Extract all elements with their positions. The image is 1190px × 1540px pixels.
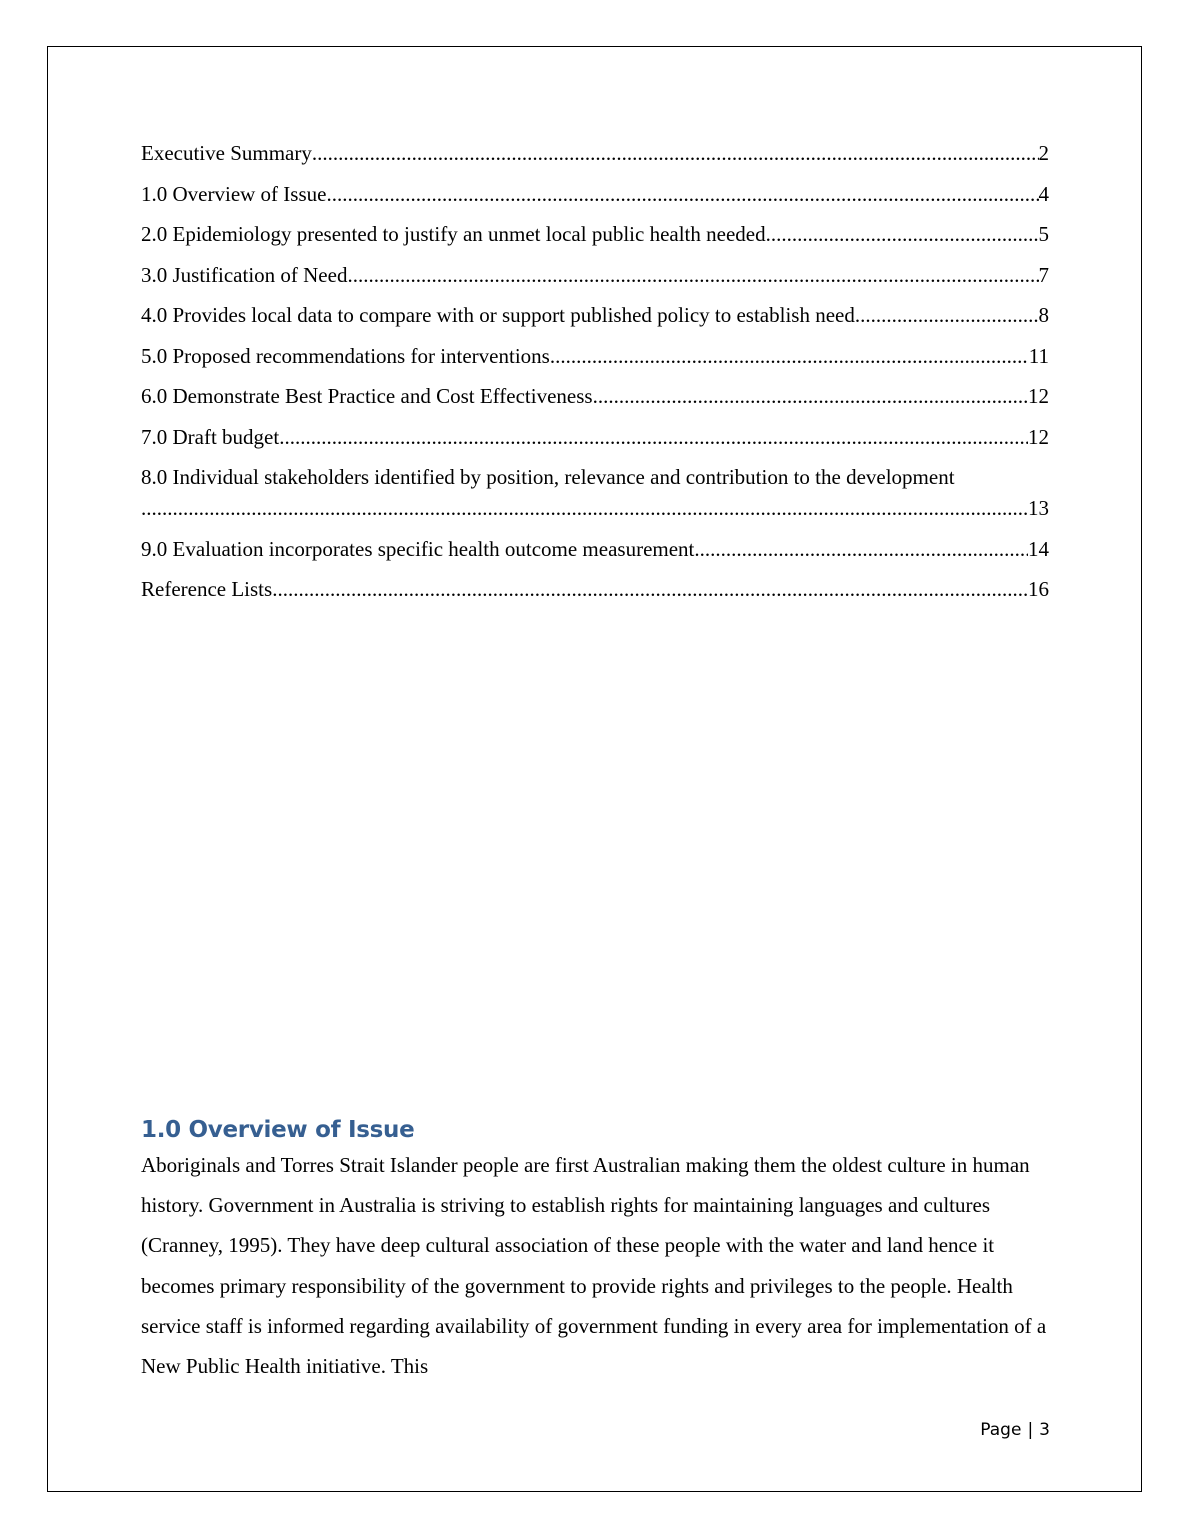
- toc-entry-page: 7: [1038, 262, 1049, 287]
- toc-entry-justification-of-need[interactable]: [141, 260, 1049, 291]
- toc-leader-dots: [766, 219, 1039, 250]
- toc-entry-evaluation[interactable]: [141, 534, 1049, 565]
- toc-entry-page: 5: [1038, 222, 1049, 246]
- toc-entry-overview-of-issue[interactable]: [141, 179, 1049, 210]
- toc-leader-dots: [855, 300, 1039, 331]
- section-paragraph: Aboriginals and Torres Strait Islander people are first Australian making them the oldest culture in human history. Government in Australia is striving to establish rights for maintaining languages and cultures (Cranney, 1995). They have deep cultural association of these people with the water and land hence it becomes primary responsibility of the government to provide rights and privileges to the people. Health service staff is informed regarding availability of government funding in every area for implementation of a New Public Health initiative. This: [141, 1153, 1047, 1379]
- toc-entry-local-data[interactable]: [141, 300, 1049, 331]
- toc-entry-page: 14: [1028, 536, 1049, 561]
- toc-leader-dots: [593, 381, 1028, 412]
- toc-entry-page: 4: [1038, 181, 1049, 206]
- toc-entry-stakeholders[interactable]: [141, 462, 1049, 524]
- toc-leader-dots: [141, 493, 1028, 524]
- toc-entry-epidemiology[interactable]: [141, 219, 1049, 250]
- toc-leader-dots: [347, 260, 1038, 291]
- toc-entry-title: 8.0 Individual stakeholders identified by position, relevance and contribution to the development: [141, 465, 955, 489]
- footer-page-number: 3: [1039, 1420, 1050, 1440]
- toc-leader-dots: [279, 422, 1028, 453]
- toc-leader-dots: [272, 574, 1028, 605]
- toc-entry-title: 5.0 Proposed recommendations for interventions: [141, 343, 550, 368]
- toc-entry-title: 3.0 Justification of Need: [141, 262, 348, 287]
- toc-entry-title: 6.0 Demonstrate Best Practice and Cost Effectiveness: [141, 384, 593, 408]
- toc-entry-title: 7.0 Draft budget: [141, 424, 280, 449]
- toc-entry-title: 1.0 Overview of Issue: [141, 181, 327, 206]
- table-of-contents: [141, 138, 1049, 615]
- footer-page-label: Page: [980, 1420, 1022, 1440]
- footer-separator: |: [1027, 1420, 1034, 1440]
- section-heading: 1.0 Overview of Issue: [141, 1117, 415, 1143]
- toc-entry-title: 2.0 Epidemiology presented to justify an unmet local public health needed: [141, 222, 766, 246]
- toc-entry-executive-summary[interactable]: [141, 138, 1049, 169]
- toc-leader-dots: [694, 534, 1028, 565]
- toc-leader-dots: [326, 179, 1038, 210]
- toc-entry-page: 8: [1038, 303, 1049, 327]
- toc-entry-title: 4.0 Provides local data to compare with or support published policy to establish need: [141, 303, 855, 327]
- toc-entry-title: 9.0 Evaluation incorporates specific health outcome measurement: [141, 536, 695, 561]
- toc-entry-recommendations[interactable]: [141, 341, 1049, 372]
- toc-entry-page: 16: [1028, 577, 1049, 601]
- toc-entry-page: 12: [1028, 384, 1049, 408]
- toc-leader-dots: [550, 341, 1029, 372]
- toc-entry-page: 2: [1038, 141, 1049, 165]
- toc-entry-page: 11: [1028, 343, 1049, 368]
- page-footer: [980, 1418, 1050, 1442]
- toc-entry-reference-lists[interactable]: [141, 574, 1049, 605]
- toc-leader-dots: [312, 138, 1039, 169]
- toc-entry-title: Executive Summary: [141, 141, 312, 165]
- toc-entry-page: 13: [1028, 496, 1049, 520]
- toc-entry-title: Reference Lists: [141, 577, 273, 601]
- toc-entry-page: 12: [1028, 424, 1049, 449]
- toc-entry-best-practice[interactable]: [141, 381, 1049, 412]
- toc-entry-draft-budget[interactable]: [141, 422, 1049, 453]
